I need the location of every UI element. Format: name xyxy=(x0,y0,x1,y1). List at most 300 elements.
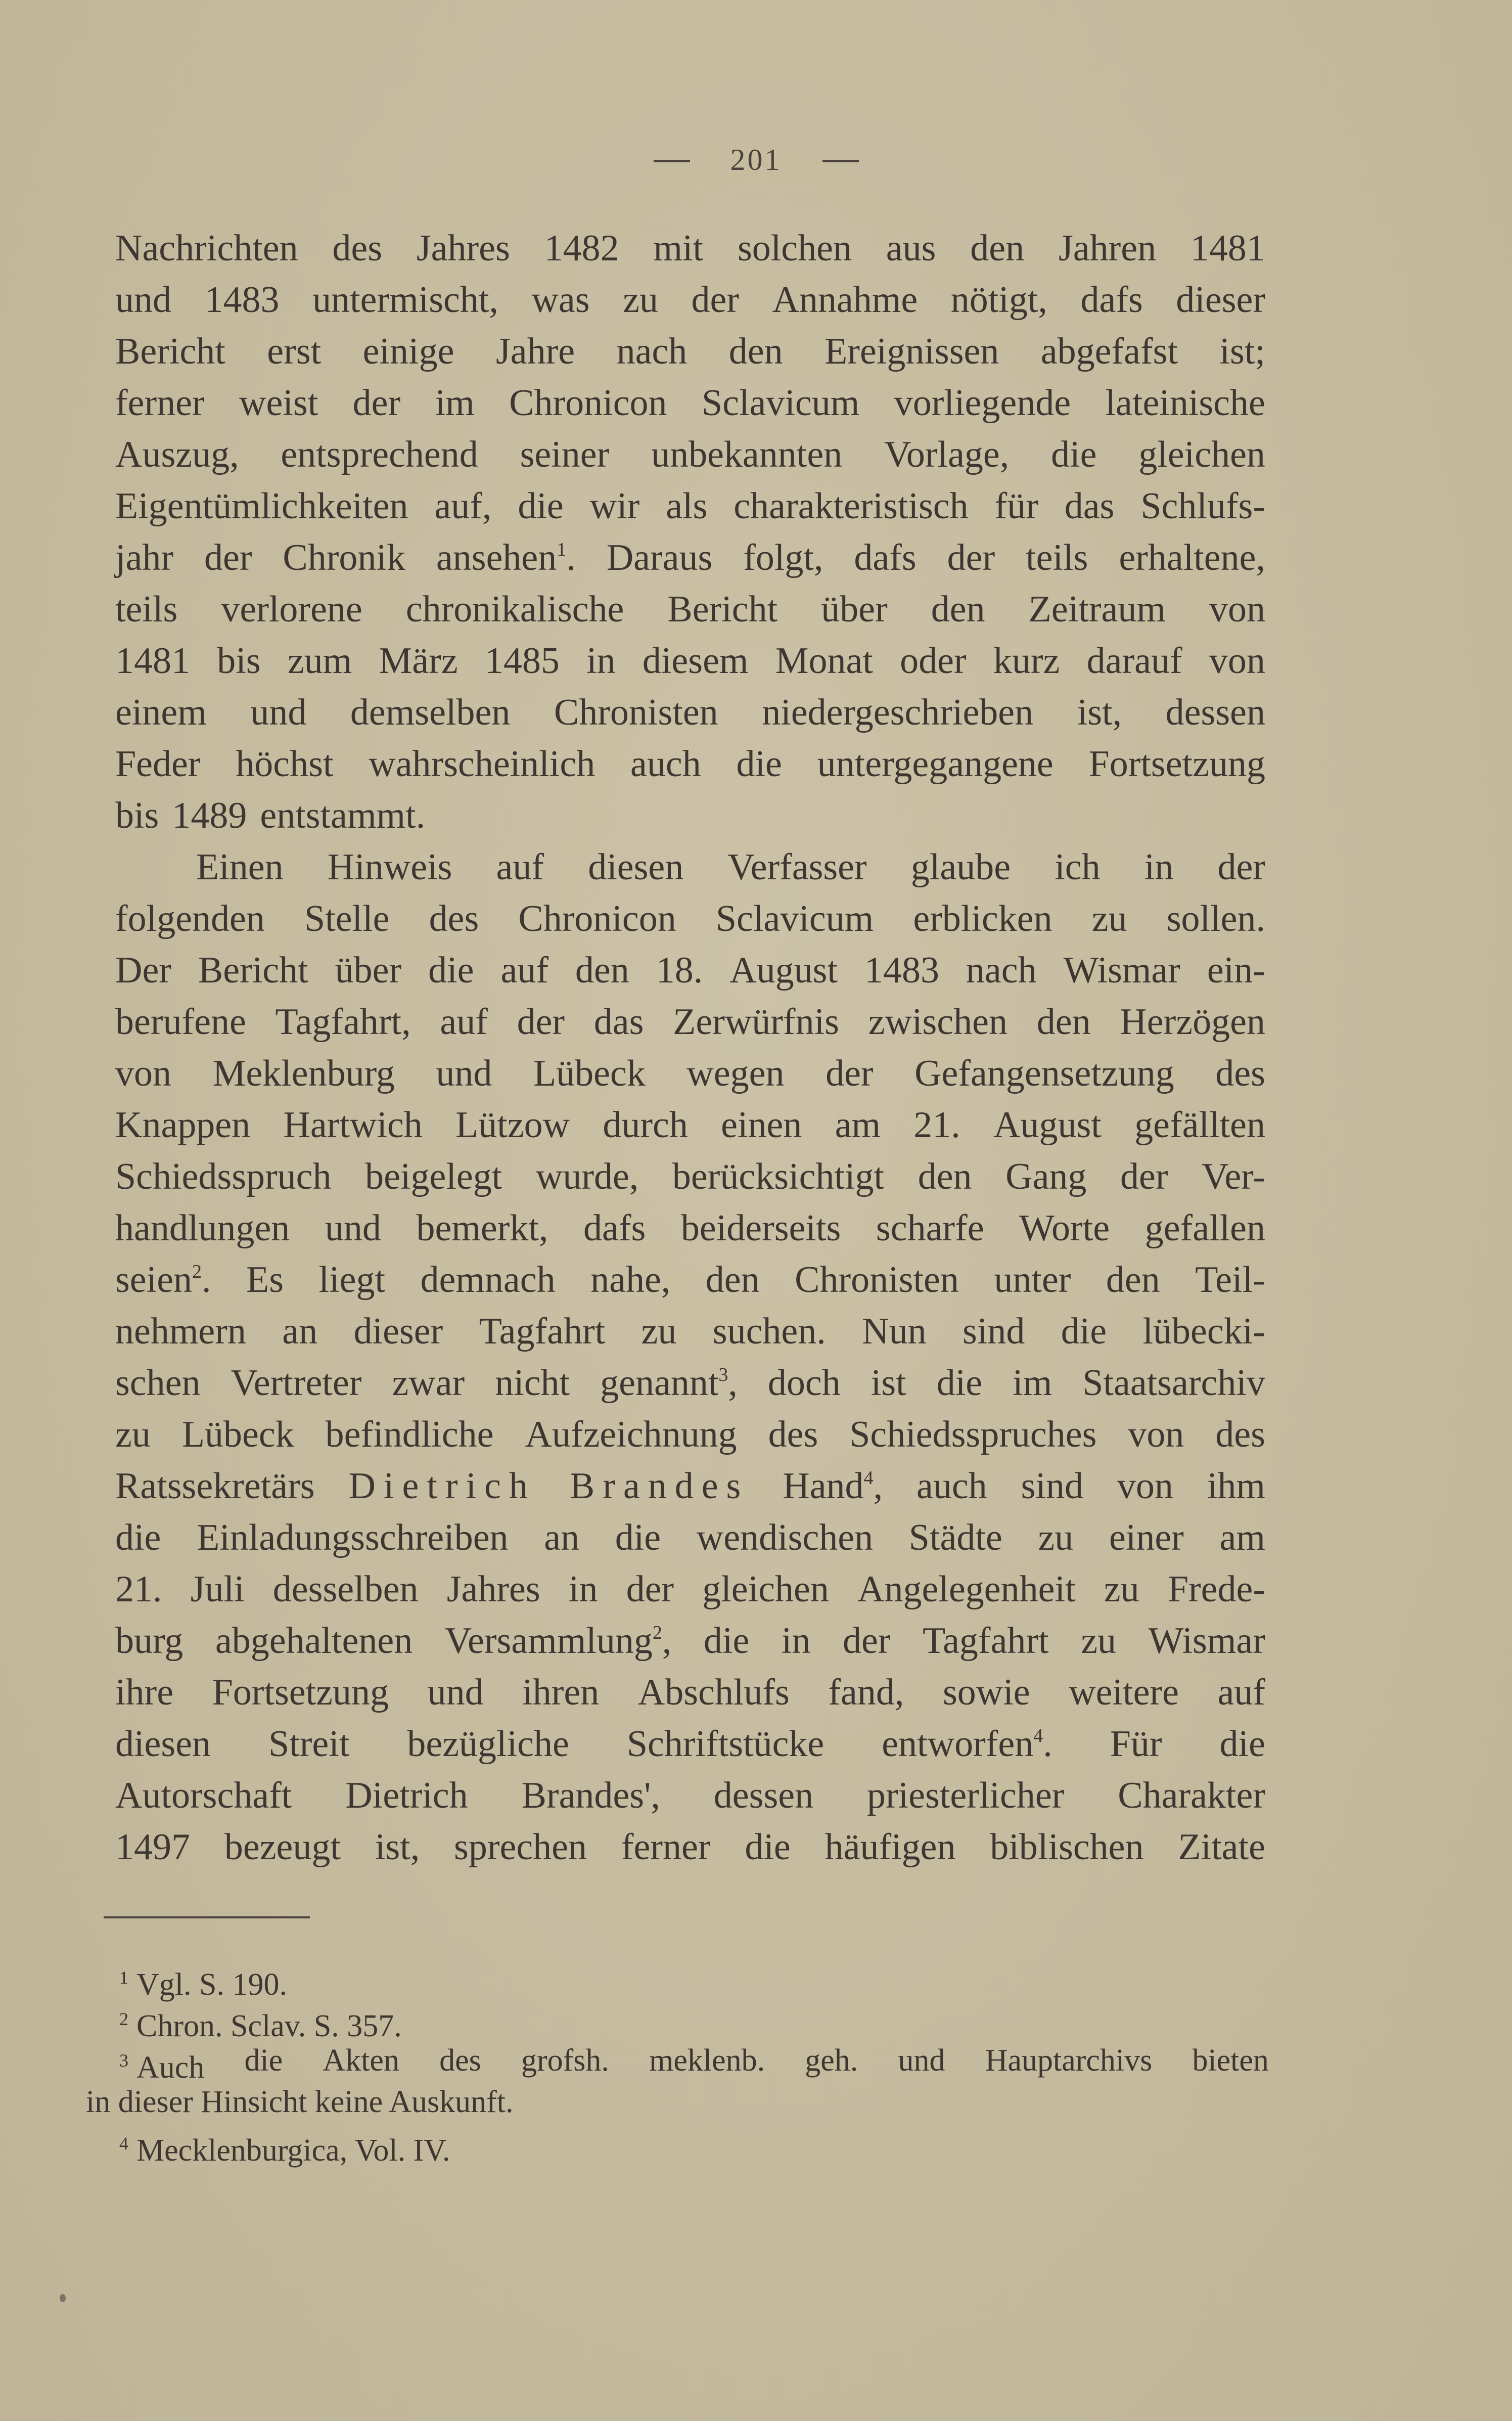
word: zu xyxy=(1104,1568,1139,1610)
word: von xyxy=(1209,640,1265,682)
word: mit xyxy=(653,228,704,269)
word: Vertreter xyxy=(231,1362,362,1404)
word: Gang xyxy=(1005,1156,1087,1197)
word: gefallen xyxy=(1144,1207,1265,1249)
word: erblicken xyxy=(913,898,1052,939)
word: gleichen xyxy=(702,1568,829,1610)
word: Wismar xyxy=(1063,950,1180,991)
word: ihre xyxy=(115,1672,174,1713)
word: über xyxy=(821,589,888,630)
word: Dietrich xyxy=(345,1775,468,1816)
text-line xyxy=(115,1718,1265,1770)
word: zu xyxy=(623,279,658,321)
word: den xyxy=(918,1156,972,1197)
word: der xyxy=(947,537,995,578)
word: die xyxy=(1219,1723,1265,1765)
word: ist, xyxy=(1077,692,1122,733)
word: Einen xyxy=(196,846,284,888)
paper-speck xyxy=(60,2294,66,2302)
word: ist, xyxy=(375,1826,420,1868)
word: an xyxy=(544,1517,580,1558)
text-line xyxy=(115,1202,1265,1254)
word: Hinweis xyxy=(327,846,452,888)
word: an xyxy=(282,1311,318,1352)
word: Ver- xyxy=(1202,1156,1265,1197)
word: nehmern xyxy=(115,1311,246,1352)
word: am xyxy=(1219,1517,1265,1558)
word: ist xyxy=(870,1362,906,1404)
word: einen xyxy=(721,1104,802,1146)
text-line xyxy=(115,687,1265,738)
word: Angelegenheit xyxy=(857,1568,1076,1610)
word: charakteristisch xyxy=(734,485,969,527)
word: kurz xyxy=(993,640,1060,682)
word: auch xyxy=(630,743,701,785)
word: in xyxy=(1144,846,1174,888)
word: Es xyxy=(246,1259,284,1301)
word: im xyxy=(435,382,475,424)
word: bis xyxy=(217,640,261,682)
word: zu xyxy=(1038,1517,1074,1558)
word: Bericht xyxy=(667,589,778,630)
word: aus xyxy=(886,228,936,269)
word: der xyxy=(1120,1156,1168,1197)
footnote-separator xyxy=(104,1916,310,1918)
word: Lübeck xyxy=(181,1414,294,1455)
word: auf xyxy=(440,1001,488,1043)
word: wurde, xyxy=(535,1156,639,1197)
word: höchst xyxy=(236,743,334,785)
word: diesen xyxy=(588,846,684,888)
word: folgenden xyxy=(115,898,265,939)
word: Versammlung$^2$, xyxy=(444,1620,672,1662)
word: Meklenburg xyxy=(212,1053,395,1094)
footnote-reference[interactable]: 4 xyxy=(863,1467,874,1489)
footnote-reference[interactable]: 3 xyxy=(718,1364,728,1385)
word: Ereignissen xyxy=(824,331,999,372)
word: und xyxy=(898,2043,945,2078)
word: 1481 xyxy=(1190,228,1265,269)
word: auf xyxy=(496,846,544,888)
word: des xyxy=(768,1414,818,1455)
word: und xyxy=(325,1207,381,1249)
text-line xyxy=(115,532,1265,584)
word: Zerwürfnis xyxy=(673,1001,839,1043)
word: den xyxy=(705,1259,760,1301)
word: Chronisten xyxy=(554,692,718,733)
text-line xyxy=(115,790,1265,841)
word: abgefafst xyxy=(1040,331,1178,372)
word: Wismar xyxy=(1148,1620,1265,1662)
word: wir xyxy=(589,485,640,527)
word: einer xyxy=(1109,1517,1184,1558)
word: als xyxy=(666,485,708,527)
word: Frede- xyxy=(1167,1568,1265,1610)
word: dessen xyxy=(713,1775,814,1816)
text-line xyxy=(115,996,1265,1048)
text-line xyxy=(115,1615,1265,1667)
word: untergegangene xyxy=(817,743,1053,785)
word: sind xyxy=(962,1311,1025,1352)
word: vorliegende xyxy=(894,382,1071,424)
word: Hauptarchivs xyxy=(985,2043,1153,2078)
text-line xyxy=(115,738,1265,790)
word: Lübeck xyxy=(533,1053,646,1094)
word: nach xyxy=(616,331,688,372)
word: Tagfahrt xyxy=(923,1620,1049,1662)
word: ferner xyxy=(621,1826,711,1868)
word: diesen xyxy=(115,1723,211,1765)
word: der xyxy=(626,1568,674,1610)
word: von xyxy=(1209,589,1265,630)
text-line xyxy=(115,1357,1265,1409)
text-line xyxy=(115,584,1265,635)
word: dieser xyxy=(1176,279,1265,321)
word: die xyxy=(703,1620,750,1662)
word: die xyxy=(736,743,782,785)
word: nicht xyxy=(495,1362,570,1404)
word: und xyxy=(115,279,171,321)
word: lübecki- xyxy=(1142,1311,1265,1352)
word: demselben xyxy=(350,692,511,733)
word: den xyxy=(1036,1001,1091,1043)
word: Nun xyxy=(862,1311,927,1352)
word: häufigen xyxy=(824,1826,956,1868)
word: Einladungsschreiben xyxy=(197,1517,509,1558)
text-line xyxy=(115,377,1265,429)
text-line xyxy=(115,1048,1265,1099)
word: Annahme xyxy=(772,279,918,321)
word: handlungen xyxy=(115,1207,290,1249)
word: zu xyxy=(1091,898,1127,939)
word: teils xyxy=(115,589,178,630)
footnote-3 xyxy=(86,2040,1269,2085)
word: die xyxy=(244,2043,283,2078)
word: der xyxy=(842,1620,891,1662)
word: im xyxy=(1013,1362,1052,1404)
word: August xyxy=(729,950,838,991)
word: Chronik xyxy=(283,537,405,578)
word: Chronicon xyxy=(518,898,676,939)
word: einem xyxy=(115,692,207,733)
word: Worte xyxy=(1019,1207,1110,1249)
footnote-reference[interactable]: 1 xyxy=(557,539,567,560)
page-number-text: 201 xyxy=(730,143,782,176)
page-number-dash-left xyxy=(654,160,690,162)
word: ferner xyxy=(115,382,205,424)
word: am xyxy=(835,1104,881,1146)
footnote-reference[interactable]: 2 xyxy=(652,1622,662,1643)
word: demnach xyxy=(420,1259,556,1301)
text-line xyxy=(115,480,1265,532)
word: einige xyxy=(362,331,454,372)
word: Hand$^4$, xyxy=(783,1465,883,1507)
word: den xyxy=(575,950,629,991)
word: befindliche xyxy=(325,1414,494,1455)
word: Schiedsspruches xyxy=(849,1414,1097,1455)
word: Für xyxy=(1110,1723,1162,1765)
page-number xyxy=(0,143,1512,177)
word: wegen xyxy=(686,1053,785,1094)
word: Jahre xyxy=(495,331,575,372)
footnote-text: Chron. Sclav. S. 357. xyxy=(136,2009,402,2043)
word: und xyxy=(250,692,307,733)
word: teils xyxy=(1026,537,1088,578)
word: bis xyxy=(115,795,159,836)
text-line xyxy=(115,1254,1265,1306)
text-line xyxy=(115,1409,1265,1460)
word: Herzögen xyxy=(1120,1001,1265,1043)
word: Knappen xyxy=(115,1104,251,1146)
word: die xyxy=(615,1517,661,1558)
word: erst xyxy=(267,331,322,372)
word: der xyxy=(1217,846,1265,888)
word: beiderseits xyxy=(680,1207,841,1249)
word: schen xyxy=(115,1362,201,1404)
footnote-text: Mecklenburgica, Vol. IV. xyxy=(136,2133,450,2168)
word: von xyxy=(115,1053,171,1094)
word: auf xyxy=(500,950,548,991)
word: auf, xyxy=(434,485,492,527)
word: gleichen xyxy=(1138,434,1265,475)
word: abgehaltenen xyxy=(215,1620,413,1662)
text-line xyxy=(115,635,1265,687)
word: solchen xyxy=(737,228,852,269)
word: Nachrichten xyxy=(115,228,298,269)
word: des xyxy=(429,898,479,939)
word: folgt, xyxy=(743,537,823,578)
word: der xyxy=(691,279,739,321)
word: und xyxy=(436,1053,492,1094)
word: entstammt. xyxy=(260,795,426,836)
word: darauf xyxy=(1086,640,1182,682)
word: ist; xyxy=(1219,331,1265,372)
word: diesem xyxy=(642,640,749,682)
word: berufene xyxy=(115,1001,246,1043)
word: durch xyxy=(603,1104,688,1146)
text-line xyxy=(115,1151,1265,1202)
text-line xyxy=(115,1563,1265,1615)
word: entsprechend xyxy=(281,434,478,475)
text-line xyxy=(115,274,1265,326)
word: Bericht xyxy=(198,950,308,991)
word: Sclavicum xyxy=(701,382,860,424)
word: 1485 xyxy=(484,640,560,682)
word: untermischt, xyxy=(312,279,498,321)
word: Chronisten xyxy=(795,1259,959,1301)
word: das xyxy=(1064,485,1115,527)
word: des xyxy=(1215,1053,1265,1094)
word: Eigentümlichkeiten xyxy=(115,485,408,527)
word: niedergeschrieben xyxy=(762,692,1034,733)
page-number-dash-right xyxy=(822,160,859,162)
word: beigelegt xyxy=(365,1156,502,1197)
word: burg xyxy=(115,1620,184,1662)
word: erhaltene, xyxy=(1119,537,1265,578)
text-line xyxy=(115,222,1265,274)
word: zwischen xyxy=(868,1001,1007,1043)
word: den xyxy=(728,331,783,372)
word: Ratssekretärs xyxy=(115,1465,315,1507)
word: sprechen xyxy=(454,1826,587,1868)
word: weist xyxy=(239,382,318,424)
word: 1483 xyxy=(864,950,939,991)
text-line xyxy=(115,893,1265,945)
word: zum xyxy=(287,640,352,682)
word: entworfen$^4$. xyxy=(882,1723,1052,1765)
word: Teil- xyxy=(1195,1259,1265,1301)
text-line xyxy=(115,1770,1265,1821)
word: der xyxy=(352,382,401,424)
word: unbekannten xyxy=(651,434,843,475)
text-line xyxy=(115,1099,1265,1151)
word: genannt$^3$, xyxy=(600,1362,738,1404)
word: dafs xyxy=(854,537,917,578)
word: doch xyxy=(767,1362,841,1404)
word: der xyxy=(826,1053,874,1094)
word: fand, xyxy=(828,1672,904,1713)
word: die xyxy=(115,1517,161,1558)
word: in xyxy=(781,1620,811,1662)
footnote-text: Vgl. S. 190. xyxy=(136,1967,287,2002)
word: März xyxy=(379,640,458,682)
text-line xyxy=(115,945,1265,996)
footnote-4 xyxy=(86,2123,1269,2168)
word: nach xyxy=(966,950,1037,991)
word: Dietrich xyxy=(348,1465,536,1507)
word: Feder xyxy=(115,743,201,785)
word: den xyxy=(970,228,1025,269)
word: das xyxy=(593,1001,644,1043)
word: seien$^2$. xyxy=(115,1259,211,1301)
word: zu xyxy=(641,1311,677,1352)
footnote-3-continuation: in dieser Hinsicht keine Auskunft. xyxy=(86,2085,514,2119)
word: von xyxy=(1128,1414,1184,1455)
word: von xyxy=(1117,1465,1173,1507)
word: ein- xyxy=(1207,950,1265,991)
word: unter xyxy=(994,1259,1071,1301)
word: ich xyxy=(1055,846,1101,888)
word: die xyxy=(1061,1311,1107,1352)
word: verlorene xyxy=(221,589,362,630)
word: Brandes xyxy=(569,1465,749,1507)
word: Auszug, xyxy=(115,434,239,475)
word: zu xyxy=(1081,1620,1117,1662)
text-line xyxy=(115,1512,1265,1563)
word: Monat xyxy=(775,640,873,682)
word: Fortsetzung xyxy=(1088,743,1265,785)
word: Schriftstücke xyxy=(626,1723,824,1765)
word: August xyxy=(993,1104,1102,1146)
word: jahr xyxy=(115,537,174,578)
word: Hartwich xyxy=(283,1104,423,1146)
word: dafs xyxy=(1080,279,1143,321)
text-line xyxy=(115,1667,1265,1718)
footnote-reference[interactable]: 2 xyxy=(192,1261,202,1282)
word: Akten xyxy=(323,2043,399,2078)
word: des xyxy=(332,228,383,269)
word: Schiedsspruch xyxy=(115,1156,332,1197)
word: 1483 xyxy=(204,279,280,321)
word: Der xyxy=(115,950,171,991)
word: Staatsarchiv xyxy=(1082,1362,1265,1404)
text-line xyxy=(115,326,1265,377)
text-line xyxy=(115,1460,1265,1512)
word: Charakter xyxy=(1118,1775,1265,1816)
footnote-1 xyxy=(86,1957,1269,2002)
word: 18. xyxy=(656,950,703,991)
word: priesterlicher xyxy=(866,1775,1065,1816)
word: sollen. xyxy=(1166,898,1265,939)
word: bemerkt, xyxy=(416,1207,548,1249)
word: bieten xyxy=(1192,2043,1269,2078)
word: $^3$ Auch xyxy=(119,2050,205,2085)
word: auf xyxy=(1217,1672,1265,1713)
word: wahrscheinlich xyxy=(369,743,595,785)
word: Tagfahrt, xyxy=(275,1001,411,1043)
word: Stelle xyxy=(304,898,390,939)
word: Autorschaft xyxy=(115,1775,292,1816)
word: über xyxy=(335,950,402,991)
word: des xyxy=(1215,1414,1265,1455)
word: die xyxy=(936,1362,983,1404)
word: zwar xyxy=(392,1362,465,1404)
word: seiner xyxy=(520,434,610,475)
word: für xyxy=(994,485,1038,527)
word: Gefangensetzung xyxy=(914,1053,1174,1094)
word: Brandes', xyxy=(521,1775,660,1816)
word: dafs xyxy=(583,1207,646,1249)
word: Aufzeichnung xyxy=(525,1414,737,1455)
word: die xyxy=(518,485,564,527)
word: gefällten xyxy=(1134,1104,1265,1146)
word: bezeugt xyxy=(224,1826,341,1868)
word: Schlufs- xyxy=(1140,485,1265,527)
word: Chronicon xyxy=(509,382,667,424)
word: der xyxy=(204,537,252,578)
word: und xyxy=(427,1672,484,1713)
word: nahe, xyxy=(590,1259,671,1301)
word: Daraus xyxy=(606,537,713,578)
word: 21. xyxy=(913,1104,960,1146)
word: Zeitraum xyxy=(1028,589,1166,630)
word: wendischen xyxy=(696,1517,874,1558)
text-line xyxy=(115,841,1265,893)
word: desselben xyxy=(272,1568,419,1610)
word: glaube xyxy=(910,846,1011,888)
footnote-reference[interactable]: 4 xyxy=(1033,1725,1043,1746)
word: Jahren xyxy=(1058,228,1157,269)
word: Jahres xyxy=(416,228,510,269)
footnote-number: 4 xyxy=(119,2133,128,2154)
word: meklenb. xyxy=(649,2043,765,2078)
word: lateinische xyxy=(1105,382,1265,424)
word: dessen xyxy=(1165,692,1265,733)
word: oder xyxy=(900,640,967,682)
body-text xyxy=(115,222,1265,1873)
word: grofsh. xyxy=(521,2043,609,2078)
word: 1497 xyxy=(115,1826,190,1868)
word: zu xyxy=(115,1414,151,1455)
word: was xyxy=(531,279,590,321)
word: Vorlage, xyxy=(884,434,1010,475)
word: die xyxy=(428,950,474,991)
word: die xyxy=(745,1826,791,1868)
word: berücksichtigt xyxy=(672,1156,885,1197)
word: 1481 xyxy=(115,640,190,682)
footnote-2 xyxy=(86,1998,1269,2043)
footnotes xyxy=(86,1957,1269,2168)
